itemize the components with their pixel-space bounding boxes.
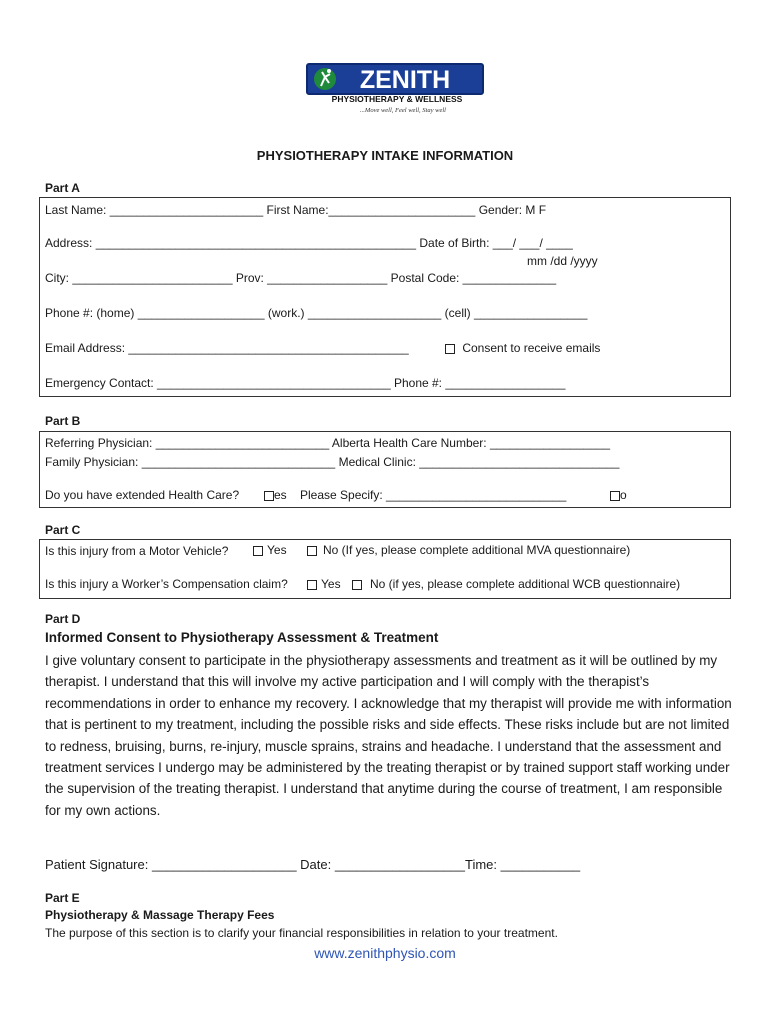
part-a-heading: Part A — [45, 181, 80, 195]
mva-no-label: No (If yes, please complete additional MVA questionnaire) — [323, 543, 631, 557]
email-row[interactable]: Email Address: __________________________________________ — [45, 341, 409, 355]
form-title: PHYSIOTHERAPY INTAKE INFORMATION — [256, 148, 514, 163]
email-consent-option[interactable] — [445, 341, 600, 355]
consent-body: I give voluntary consent to participate in the physiotherapy assessments and treatment as it will be outlined by my therapist. I understand that this will involve my active participation and I will comply with the therapist’s recommendations in order to enhance my recovery. I acknowledge that my therapist will provide me with information that is pertinent to my treatment, including the possible risks and side effects. These risks include but are not limited to redness, bruising, burns, re-injury, muscle sprains, strains and headache. I understand that the assessment and treatment services I undergo may be administered by the treating therapist or by trained support staff working under the supervision of the treating therapist. I understand that anytime during the course of treatment, I am responsible for my own actions. — [45, 653, 732, 818]
emergency-contact-row[interactable]: Emergency Contact: ___________________________________ Phone #: __________________ — [45, 376, 566, 390]
mva-yes-option[interactable] — [253, 543, 287, 557]
fees-body: The purpose of this section is to clarify your financial responsibilities in relation to your treatment. — [45, 926, 558, 940]
part-d-heading: Part D — [45, 612, 81, 626]
extended-health-no-option[interactable] — [610, 488, 627, 502]
wcb-yes-checkbox[interactable] — [307, 580, 317, 590]
extended-health-question: Do you have extended Health Care? — [45, 488, 240, 502]
website-link[interactable]: www.zenithphysio.com — [314, 945, 456, 961]
mva-yes-label: Yes — [267, 543, 287, 557]
mva-question: Is this injury from a Motor Vehicle? — [45, 544, 229, 558]
city-prov-postal-row[interactable]: City: ________________________ Prov: __________________ Postal Code: ______________ — [45, 271, 557, 285]
name-gender-row[interactable]: Last Name: _______________________ First Name:______________________ Gender: M F — [45, 203, 547, 217]
mva-yes-checkbox[interactable] — [253, 546, 263, 556]
family-physician-row[interactable]: Family Physician: _____________________________ Medical Clinic: ______________________________ — [45, 455, 620, 469]
extended-health-yes-checkbox[interactable] — [264, 491, 274, 501]
dob-format-hint: mm /dd /yyyy — [527, 254, 598, 268]
extended-health-yes-option[interactable] — [264, 488, 287, 502]
wcb-yes-option[interactable] — [307, 577, 341, 591]
consent-subheading: Informed Consent to Physiotherapy Assessment & Treatment — [45, 630, 439, 645]
wcb-no-checkbox[interactable] — [352, 580, 362, 590]
logo-subtitle: PHYSIOTHERAPY & WELLNESS — [331, 94, 463, 104]
fees-subheading: Physiotherapy & Massage Therapy Fees — [45, 908, 275, 922]
mva-no-checkbox[interactable] — [307, 546, 317, 556]
address-dob-row[interactable]: Address: ________________________________________________ Date of Birth: ___/ ___/ ____ — [45, 236, 573, 250]
extended-health-no-checkbox[interactable] — [610, 491, 620, 501]
email-consent-label: Consent to receive emails — [462, 341, 601, 355]
extended-health-specify[interactable]: Please Specify: ___________________________ — [300, 488, 567, 502]
wcb-yes-label: Yes — [321, 577, 341, 591]
referring-physician-row[interactable]: Referring Physician: __________________________ Alberta Health Care Number: __________________ — [45, 436, 611, 450]
mva-no-option[interactable] — [307, 543, 630, 557]
part-c-heading: Part C — [45, 523, 81, 537]
part-e-heading: Part E — [45, 891, 80, 905]
wcb-no-label: No (if yes, please complete additional WCB questionnaire) — [370, 577, 681, 591]
zenith-logo — [305, 62, 485, 118]
email-consent-checkbox[interactable] — [445, 344, 455, 354]
wcb-no-option[interactable] — [352, 577, 680, 591]
phone-row[interactable]: Phone #: (home) ___________________ (work.) ____________________ (cell) _________________ — [45, 306, 588, 320]
logo-brand: ZENITH — [359, 66, 451, 94]
part-b-heading: Part B — [45, 414, 81, 428]
extended-health-no-label: o — [620, 488, 627, 502]
part-a-box — [39, 197, 731, 397]
logo-tagline: ...Move well, Feel well, Stay well — [360, 107, 446, 114]
wcb-question: Is this injury a Worker’s Compensation claim? — [45, 577, 288, 591]
signature-row[interactable]: Patient Signature: ____________________ Date: __________________Time: ___________ — [45, 857, 581, 872]
extended-health-yes-label: es — [274, 488, 287, 502]
